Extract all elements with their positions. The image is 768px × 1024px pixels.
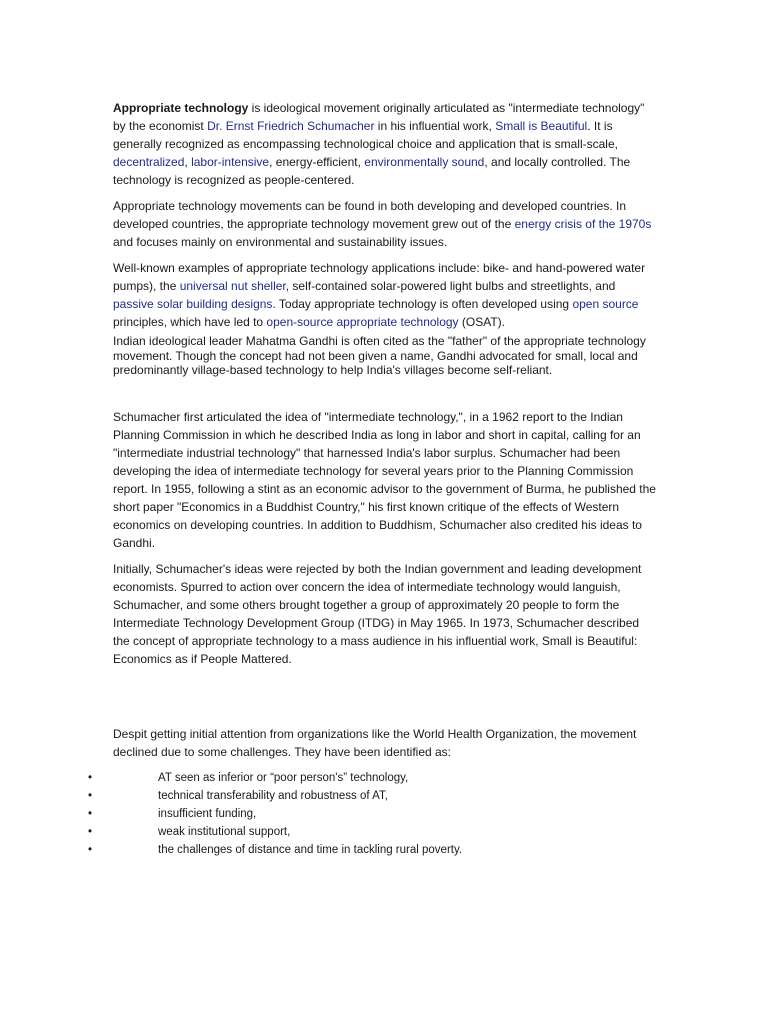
text-run: in his influential work, <box>374 119 496 133</box>
link-universal-nut-sheller[interactable]: universal nut sheller <box>179 279 286 293</box>
list-item-text: AT seen as inferior or “poor person's” technology, <box>158 771 409 784</box>
link-passive-solar-building-designs[interactable]: passive solar building designs <box>113 297 273 311</box>
text-run: , and locally controlled. The technology is recognized as people-centered. <box>113 155 631 187</box>
paragraph-appropriate-technology-definition <box>113 99 658 189</box>
list-item-text: weak institutional support, <box>158 825 291 838</box>
paragraph-examples <box>113 259 658 331</box>
list-item-text: the challenges of distance and time in tackling rural poverty. <box>158 843 463 856</box>
bullet-icon: • <box>88 825 93 838</box>
text-run: , self-contained solar-powered light bulbs and streetlights, and <box>285 279 616 293</box>
text-run: . It is generally recognized as encompassing technological choice and application that is small-scale, <box>113 119 618 151</box>
list-item-text: technical transferability and robustness of AT, <box>158 789 388 802</box>
bullet-icon: • <box>88 771 93 784</box>
text-run: is ideological movement originally articulated as "intermediate technology" by the economist <box>113 101 645 133</box>
challenges-list <box>0 769 658 859</box>
paragraph-movements <box>113 197 658 251</box>
text-run: (OSAT). <box>458 315 506 329</box>
list-item-text: insufficient funding, <box>158 807 257 820</box>
link-labor-intensive[interactable]: labor-intensive <box>191 155 270 169</box>
link-decentralized[interactable]: decentralized <box>113 155 185 169</box>
bullet-icon: • <box>88 843 93 856</box>
link-osat[interactable]: open-source appropriate technology <box>266 315 459 329</box>
text-run: . Today appropriate technology is often developed using <box>272 297 573 311</box>
link-small-is-beautiful[interactable]: Small is Beautiful <box>495 119 588 133</box>
text-run: , <box>184 155 192 169</box>
list-item <box>0 805 658 823</box>
paragraph-schumacher-history: Schumacher first articulated the idea of "intermediate technology,", in a 1962 report to the Indian Planning Commission in which he described India as long in labor and short in capital, calling for an "intermediate industrial technology" that harnessed India's labor surplus. Schumacher had been developing the idea of intermediate technology for several years prior to the Planning Commission report. In 1955, following a stint as an economic advisor to the government of Burma, he published the short paper "Economics in a Buddhist Country," his first known critique of the effects of Western economics on developing countries. In addition to Buddhism, Schumacher also credited his ideas to Gandhi. <box>113 409 656 550</box>
text-run: Appropriate technology movements can be found in both developing and developed countries. In developed countries, the appropriate technology movement grew out of the <box>113 199 627 231</box>
paragraph-challenges-intro: Despit getting initial attention from organizations like the World Health Organization, the movement declined due to some challenges. They have been identified as: <box>113 726 637 759</box>
text-run: , energy-efficient, <box>269 155 365 169</box>
list-item <box>0 769 658 787</box>
paragraph-gandhi: Indian ideological leader Mahatma Gandhi is often cited as the "father" of the appropriate technology movement. Though the concept had not been given a name, Gandhi advocated for small, local and predominantly village-based technology to help India's villages become self-reliant. <box>113 334 646 377</box>
bullet-icon: • <box>88 789 93 802</box>
link-open-source[interactable]: open source <box>572 297 639 311</box>
text-run: Well-known examples of appropriate technology applications include: bike- and hand-powered water pumps), the <box>113 261 646 293</box>
list-item <box>0 823 658 841</box>
text-run: and focuses mainly on environmental and sustainability issues. <box>113 235 448 249</box>
document-page <box>88 99 658 859</box>
list-item <box>0 787 658 805</box>
term-appropriate-technology: Appropriate technology <box>113 101 249 115</box>
link-schumacher[interactable]: Dr. Ernst Friedrich Schumacher <box>207 119 375 133</box>
paragraph-itdg: Initially, Schumacher's ideas were rejected by both the Indian government and leading development economists. Spurred to action over concern the idea of intermediate technology would languish, Schumacher, and some others brought together a group of approximately 20 people to form the Intermediate Technology Development Group (ITDG) in May 1965. In 1973, Schumacher described the concept of appropriate technology to a mass audience in his influential work, Small is Beautiful: Economics as if People Mattered. <box>113 561 642 666</box>
link-energy-crisis[interactable]: energy crisis of the 1970s <box>514 217 652 231</box>
link-environmentally-sound[interactable]: environmentally sound <box>364 155 485 169</box>
bullet-icon: • <box>88 807 93 820</box>
list-item <box>0 841 658 859</box>
text-run: principles, which have led to <box>113 315 267 329</box>
